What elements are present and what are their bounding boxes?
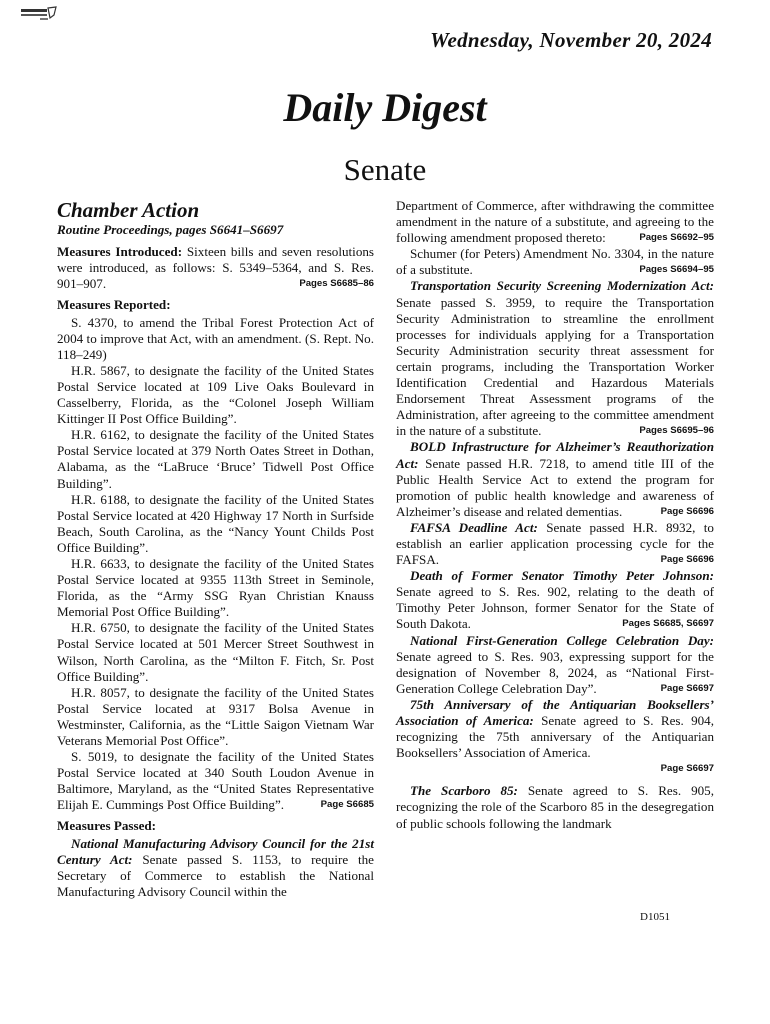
reported-item-text: S. 5019, to designate the facility of the United States Postal Service located at 340 South Loudon Avenue in Baltimore, Maryland, as the “United States Representative Elijah E. Cummings Post Office Building”. <box>57 749 374 813</box>
passed-item-title: Death of Former Senator Timothy Peter Johnson: <box>410 568 714 584</box>
page-ref: Page S6696 <box>660 505 714 517</box>
passed-item-text: Senate passed H.R. 7218, to amend title III of the Public Health Service Act to extend the program for promotion of public health knowledge and awareness of Alzheimer’s disease and related dementias. <box>396 455 714 519</box>
passed-item-title: National Manufacturing Advisory Council for the 21st Century Act: <box>57 835 374 867</box>
reported-item: H.R. 6633, to designate the facility of the United States Postal Service located at 9355 113th Street in Seminole, Florida, as the “Army SSG Ryan Christian Knauss Memorial Post Office Building”. <box>57 555 374 620</box>
passed-item-title: The Scarboro 85: <box>410 783 518 799</box>
amendment-item <box>396 246 714 278</box>
passed-item-text: Senate agreed to S. Res. 905, recognizing the role of the Scarboro 85 in the desegregation of public schools following the landmark <box>396 783 714 831</box>
passed-item <box>396 520 714 568</box>
gpo-logo-icon <box>20 6 60 22</box>
passed-item <box>396 439 714 519</box>
passed-item-title: 75th Anniversary of the Antiquarian Booksellers’ Association of America: <box>396 696 714 728</box>
passed-item-text: Senate agreed to S. Res. 902, relating to the death of Timothy Peter Johnson, former Senator for the State of South Dakota. <box>396 584 714 632</box>
left-column <box>57 198 374 900</box>
passed-item <box>396 697 714 761</box>
page-ref: Page S6685 <box>320 799 374 811</box>
amendment-text: Schumer (for Peters) Amendment No. 3304, in the nature of a substitute. <box>396 246 714 278</box>
measures-passed-label: Measures Passed: <box>57 818 157 834</box>
page-ref: Page S6697 <box>660 682 714 694</box>
continued-text <box>396 198 714 246</box>
measures-introduced <box>57 244 374 292</box>
passed-item-title: FAFSA Deadline Act: <box>410 519 538 535</box>
page-title: Daily Digest <box>283 85 487 130</box>
continued-text-body: Department of Commerce, after withdrawing the committee amendment in the nature of a substitute, and agreeing to the following amendment proposed thereto: <box>396 198 714 246</box>
measures-reported-label: Measures Reported: <box>57 297 171 313</box>
passed-item <box>396 633 714 697</box>
passed-item <box>396 783 714 831</box>
passed-item-title: BOLD Infrastructure for Alzheimer’s Reauthorization Act: <box>396 439 714 471</box>
page-ref: Pages S6695–96 <box>639 425 714 437</box>
section-heading: Senate <box>343 152 427 187</box>
measures-introduced-label: Measures Introduced: <box>57 244 183 260</box>
routine-proceedings: Routine Proceedings, pages S6641–S6697 <box>57 222 284 238</box>
reported-item: H.R. 6162, to designate the facility of the United States Postal Service located at 379 North Oates Street in Dothan, Alabama, as the “LaBruce ‘Bruce’ Tidwell Post Office Building”. <box>57 427 374 491</box>
page-ref: Pages S6694–95 <box>639 264 714 276</box>
chamber-action-heading: Chamber Action <box>57 198 200 222</box>
page-ref: Page S6697 <box>660 763 714 775</box>
reported-item: H.R. 6750, to designate the facility of the United States Postal Service located at 501 Mercer Street Southwest in Wilson, North Carolina, as the “Milton F. Fitch, Sr. Post Office Building”. <box>57 620 374 684</box>
passed-item-text: Senate passed S. 1153, to require the Secretary of Commerce to establish the National Manufacturing Advisory Council within the <box>57 851 374 899</box>
measures-introduced-text: Sixteen bills and seven resolutions were introduced, as follows: S. 5349–5364, and S. Res. 901–907. <box>57 244 375 292</box>
page-ref: Pages S6685–86 <box>299 278 374 290</box>
reported-item: H.R. 5867, to designate the facility of the United States Postal Service located at 109 Live Oaks Boulevard in Casselberry, Florida, as the “Colonel Joseph William Kittinger II Post Office Building”. <box>57 362 374 427</box>
passed-item-text: Senate passed H.R. 8932, to establish an earlier application processing cycle for the FAFSA. <box>396 519 714 568</box>
reported-item: H.R. 6188, to designate the facility of the United States Postal Service located at 420 Highway 17 North in Surfside Beach, South Carolina, as the “Nancy Yount Childs Post Office Building”. <box>57 491 374 555</box>
passed-item <box>396 278 714 439</box>
reported-item: S. 4370, to amend the Tribal Forest Protection Act of 2004 to improve that Act, with an amendment. (S. Rept. No. 118–249) <box>57 314 374 362</box>
page-ref: Page S6696 <box>660 554 714 566</box>
passed-item-text: Senate agreed to S. Res. 904, recognizing the 75th anniversary of the Antiquarian Booksellers’ Association of America. <box>396 713 714 761</box>
right-column <box>396 198 714 832</box>
page-id: D1051 <box>640 911 670 923</box>
reported-item: H.R. 8057, to designate the facility of the United States Postal Service located at 9317 Bolsa Avenue in Westminster, California, as the “Little Saigon Vietnam War Veterans Memorial Post Office”. <box>57 684 374 748</box>
passed-item <box>57 836 374 900</box>
passed-item-title: Transportation Security Screening Modernization Act: <box>410 278 714 294</box>
passed-item-title: National First-Generation College Celebration Day: <box>410 632 714 648</box>
passed-item-text: Senate passed S. 3959, to require the Transportation Security Administration to streamline the enrollment processes for individuals applying for a Transportation Security Administration security threat assessment for certain programs, including the Transportation Worker Identification Credential and Hazardous Materials Endorsement Threat Assessment programs of the Administration, after agreeing to the committee amendment in the nature of a substitute. <box>396 294 714 439</box>
reported-item <box>57 749 374 813</box>
page-ref: Pages S6685, S6697 <box>622 618 714 630</box>
page-ref: Pages S6692–95 <box>639 232 714 244</box>
passed-item-text: Senate agreed to S. Res. 903, expressing support for the designation of November 8, 2024, as “National First-Generation College Celebration Day”. <box>396 648 714 696</box>
passed-item <box>396 568 714 632</box>
issue-date: Wednesday, November 20, 2024 <box>430 28 712 52</box>
